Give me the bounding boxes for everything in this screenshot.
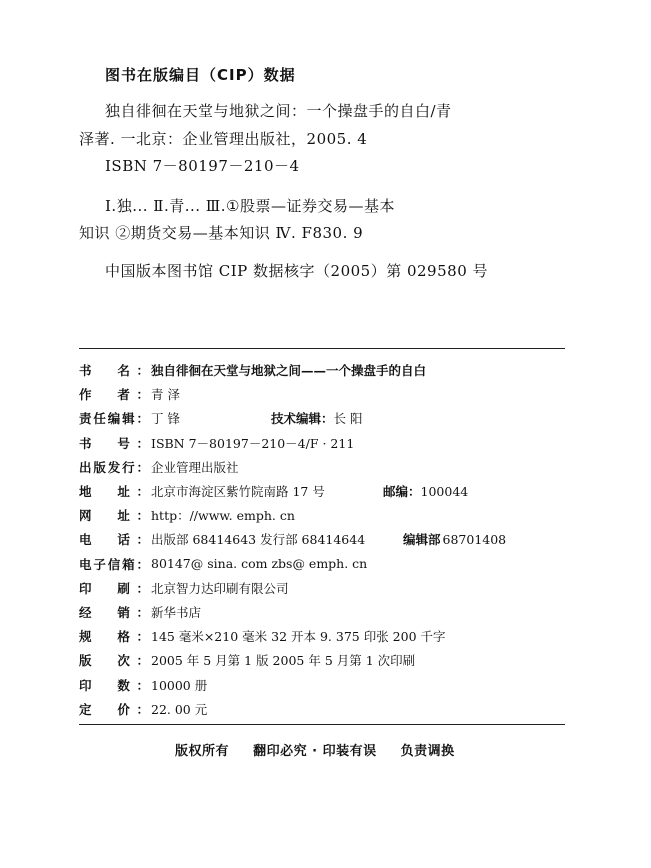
info-row-price	[79, 697, 569, 721]
info-row-publisher	[79, 455, 569, 479]
label-printer: 印 刷：	[79, 580, 149, 596]
info-row-email	[79, 552, 569, 576]
cip-subject-line-2: 知识 ②期货交易—基本知识 Ⅳ. F830. 9	[79, 224, 364, 242]
label-price: 定 价：	[79, 701, 149, 717]
value-address: 北京市海淀区紫竹院南路 17 号	[151, 484, 325, 500]
label-distributor: 经 销：	[79, 604, 149, 620]
publication-info	[79, 358, 569, 721]
value-price: 22. 00 元	[151, 701, 208, 717]
value-website: http：//www. emph. cn	[151, 508, 295, 524]
copyright-all-rights: 版权所有	[175, 744, 230, 759]
label-spec: 规 格：	[79, 629, 149, 645]
value-isbn: ISBN 7－80197－210－4/F · 211	[151, 435, 355, 451]
label-website: 网 址：	[79, 508, 149, 524]
info-row-address	[79, 479, 569, 503]
cip-publisher-line: 泽著. 一北京：企业管理出版社，2005. 4	[79, 130, 368, 148]
value-editor: 丁 锋	[151, 411, 180, 427]
copyright-replacement: 负责调换	[400, 744, 455, 759]
value-phone-editorial: 68701408	[442, 531, 507, 547]
cip-isbn-line: ISBN 7－80197－210－4	[105, 157, 300, 175]
value-postcode: 100044	[420, 483, 469, 499]
copyright-notice	[175, 740, 455, 759]
info-row-distributor	[79, 600, 569, 624]
value-edition: 2005 年 5 月第 1 版 2005 年 5 月第 1 次印刷	[151, 653, 416, 669]
cip-subject-line-1: Ⅰ.独... Ⅱ.青... Ⅲ.①股票—证券交易—基本	[105, 197, 395, 215]
info-row-edition	[79, 648, 569, 672]
value-distributor: 新华书店	[151, 604, 202, 620]
cip-title-line: 独自徘徊在天堂与地狱之间：一个操盘手的自白/青	[105, 102, 452, 120]
divider-top	[79, 348, 565, 349]
info-row-isbn	[79, 431, 569, 455]
info-row-phone	[79, 527, 569, 551]
value-phone: 出版部 68414643 发行部 68414644	[151, 532, 366, 548]
info-row-spec	[79, 624, 569, 648]
cip-heading: 图书在版编目（CIP）数据	[105, 66, 296, 84]
label-title: 书 名：	[79, 363, 149, 379]
value-spec: 145 毫米×210 毫米 32 开本 9. 375 印张 200 千字	[151, 629, 446, 645]
label-postcode: 邮编：	[383, 484, 421, 500]
info-row-title	[79, 358, 569, 382]
label-address: 地 址：	[79, 484, 149, 500]
info-row-website	[79, 503, 569, 527]
value-printer: 北京智力达印刷有限公司	[151, 580, 289, 596]
info-row-printer	[79, 576, 569, 600]
value-print-run: 10000 册	[151, 677, 208, 693]
info-row-author	[79, 382, 569, 406]
label-author: 作 者：	[79, 387, 149, 403]
info-row-editors	[79, 406, 569, 430]
label-print-run: 印 数：	[79, 677, 149, 693]
label-tech-editor: 技术编辑：	[271, 411, 334, 427]
label-edition: 版 次：	[79, 653, 149, 669]
label-editor: 责任编辑：	[79, 411, 149, 427]
value-title: 独自徘徊在天堂与地狱之间——一个操盘手的自白	[151, 363, 427, 379]
label-publisher: 出版发行：	[79, 459, 149, 475]
info-row-print-run	[79, 672, 569, 696]
copyright-no-reprint: 翻印必究 · 印装有误	[253, 744, 377, 759]
label-phone-editorial: 编辑部	[403, 532, 441, 548]
value-publisher: 企业管理出版社	[151, 459, 239, 475]
divider-bottom	[79, 724, 565, 725]
label-isbn: 书 号：	[79, 435, 149, 451]
value-author: 青 泽	[151, 387, 180, 403]
label-email: 电子信箱：	[79, 556, 149, 572]
label-phone: 电 话：	[79, 532, 149, 548]
cip-record-number: 中国版本图书馆 CIP 数据核字（2005）第 029580 号	[105, 262, 489, 280]
value-tech-editor: 长 阳	[333, 411, 363, 427]
value-email: 80147@ sina. com zbs@ emph. cn	[151, 556, 368, 572]
